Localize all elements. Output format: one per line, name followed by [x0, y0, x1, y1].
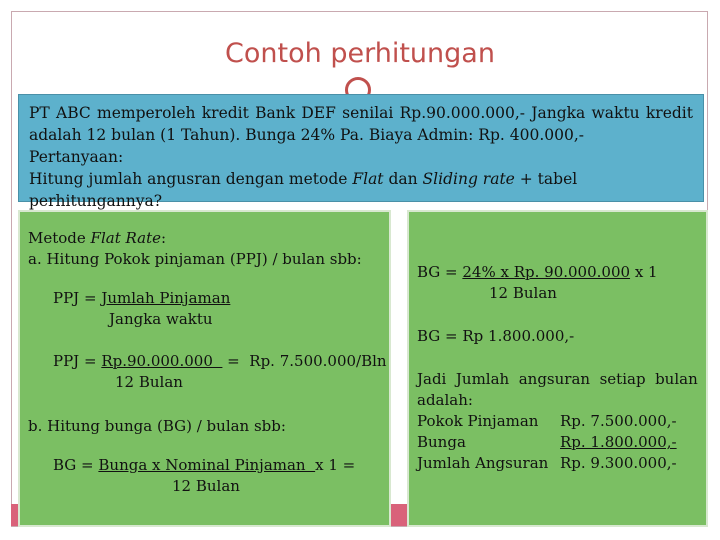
bg-calc-label: BG =: [417, 263, 463, 281]
bg-multiplier: x 1 =: [315, 456, 356, 474]
result-panel: [407, 210, 708, 527]
summary-row-interest: [417, 432, 698, 453]
principal-value: Rp. 7.500.000,-: [560, 412, 677, 430]
flat-rate-panel: [18, 210, 391, 527]
ppj-calc-denominator: 12 Bulan: [115, 373, 183, 391]
ppj-calc-result: = Rp. 7.500.000/Bln: [222, 352, 387, 370]
bg-label: BG =: [53, 456, 99, 474]
bg-calc-numerator: 24% x Rp. 90.000.000: [462, 263, 631, 281]
ppj-calculation: [28, 351, 387, 393]
heading-flat-rate: Flat Rate: [90, 229, 161, 247]
flat-rate-heading: [28, 228, 381, 249]
problem-line-3: Pertanyaan:: [29, 148, 124, 166]
bg-numerator: Bunga x Nominal Pinjaman: [98, 456, 316, 474]
heading-prefix: Metode: [28, 229, 91, 247]
slide-title: Contoh perhitungan: [225, 38, 495, 69]
problem-question-text: Hitung jumlah angusran dengan metode: [29, 170, 353, 188]
summary-row-total: [417, 453, 698, 474]
summary-block: [417, 369, 698, 474]
problem-box: [18, 94, 704, 210]
ppj-label: PPJ =: [53, 289, 102, 307]
ppj-calc-numerator: Rp.90.000.000: [101, 352, 223, 370]
problem-line-2: adalah 12 bulan (1 Tahun). Bunga 24% Pa. Biaya Admin: Rp. 400.000,-: [29, 126, 585, 144]
ppj-formula: [28, 288, 381, 330]
bg-calc: [417, 262, 698, 304]
bg-calc-multiplier: x 1: [630, 263, 658, 281]
bg-denominator: 12 Bulan: [172, 477, 240, 495]
step-b: b. Hitung bunga (BG) / bulan sbb:: [28, 417, 286, 435]
ppj-calc-label: PPJ =: [53, 352, 102, 370]
total-label: Jumlah Angsuran: [417, 454, 549, 472]
ppj-numerator: Jumlah Pinjaman: [101, 289, 231, 307]
heading-colon: :: [160, 229, 167, 247]
problem-line-1: PT ABC memperoleh kredit Bank DEF senilai Rp.90.000.000,- Jangka waktu kredit: [29, 104, 693, 122]
bg-formula: [28, 455, 381, 497]
ppj-denominator: Jangka waktu: [109, 310, 213, 328]
problem-question-and: dan: [383, 170, 423, 188]
summary-intro-line-2: adalah:: [417, 391, 473, 409]
step-a: a. Hitung Pokok pinjaman (PPJ) / bulan sbb:: [28, 250, 362, 268]
bg-calc-denominator: 12 Bulan: [489, 284, 557, 302]
summary-intro-line-1: Jadi Jumlah angsuran setiap bulan: [417, 370, 698, 388]
principal-label: Pokok Pinjaman: [417, 412, 539, 430]
summary-row-principal: [417, 411, 698, 432]
total-value: Rp. 9.300.000,-: [560, 454, 677, 472]
interest-label: Bunga: [417, 433, 466, 451]
bg-result: BG = Rp 1.800.000,-: [417, 327, 575, 345]
problem-question-end: + tabel perhitungannya?: [29, 170, 578, 210]
interest-value: Rp. 1.800.000,-: [560, 433, 677, 451]
problem-line-4: [29, 168, 693, 212]
sliding-rate-term: Sliding rate: [422, 170, 515, 188]
flat-term: Flat: [352, 170, 384, 188]
